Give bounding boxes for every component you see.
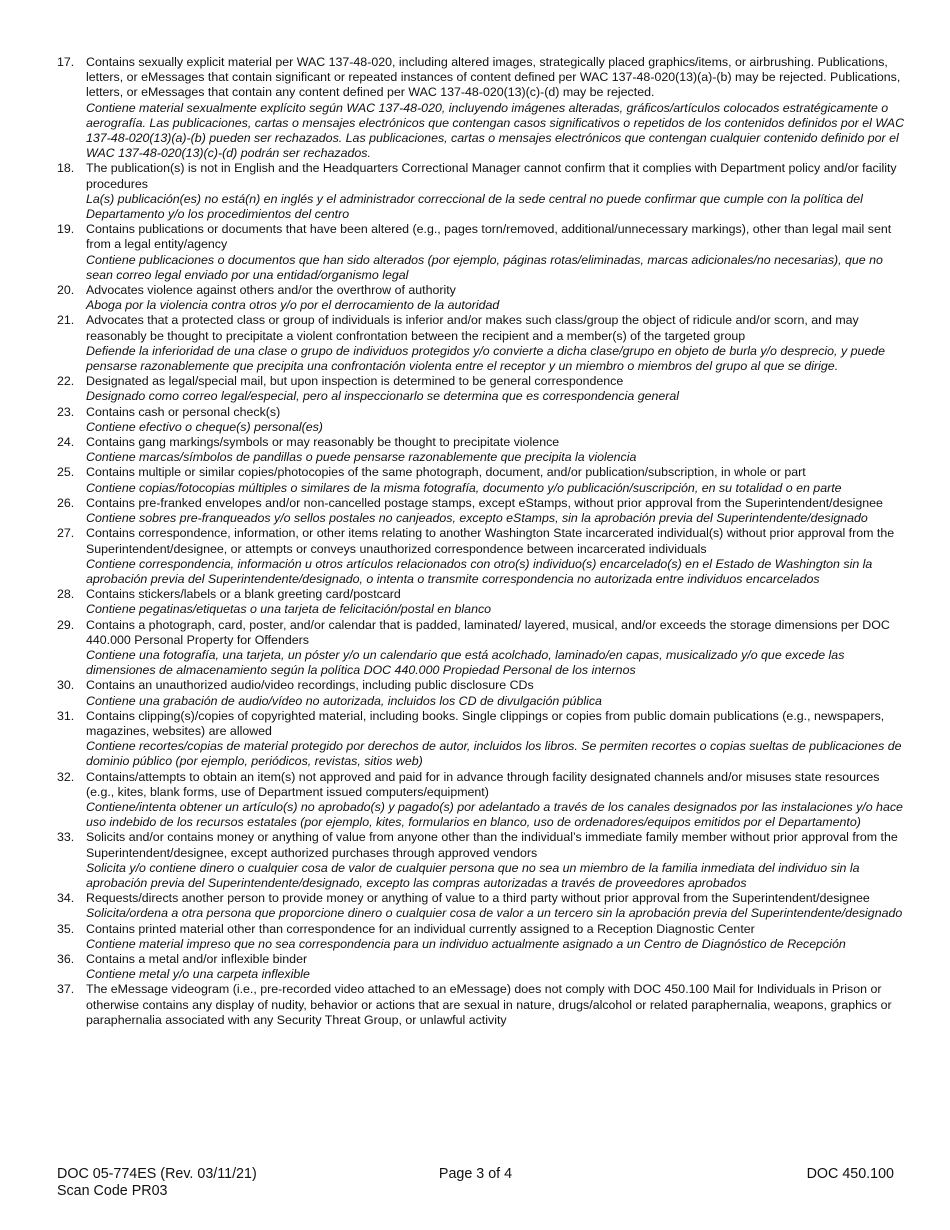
item-english-text: The eMessage videogram (i.e., pre-recorded video attached to an eMessage) does not comply with DOC 450.100 Mail for Individuals in Prison or otherwise contains any display of nudity, behavior or actions that are sexual in nature, drugs/alcohol or related paraphernalia, weapons, graphics or paraphernalia associated with any Security Threat Group, or unlawful activity xyxy=(86,982,892,1027)
list-item xyxy=(57,709,907,770)
list-item xyxy=(57,982,907,1028)
scan-code: Scan Code PR03 xyxy=(57,1183,168,1199)
item-spanish-text: Contiene marcas/símbolos de pandillas o puede pensarse razonablemente que precipita la violencia xyxy=(86,450,637,465)
item-number: 29. xyxy=(57,617,75,632)
list-item xyxy=(57,55,907,161)
list-item xyxy=(57,374,907,404)
item-spanish-text: Aboga por la violencia contra otros y/o por el derrocamiento de la autoridad xyxy=(86,298,500,313)
item-number: 22. xyxy=(57,374,75,389)
item-number: 30. xyxy=(57,678,75,693)
item-text xyxy=(86,678,907,708)
item-number: 18. xyxy=(57,161,75,176)
item-number: 25. xyxy=(57,465,75,480)
item-english-text: The publication(s) is not in English and the Headquarters Correctional Manager cannot confirm that it complies with Department policy and/or facility procedures xyxy=(86,161,897,191)
list-item xyxy=(57,922,907,952)
item-number: 21. xyxy=(57,313,75,328)
list-item xyxy=(57,283,907,313)
item-text xyxy=(86,313,907,374)
item-number: 34. xyxy=(57,891,75,906)
list-item xyxy=(57,678,907,708)
list-item xyxy=(57,770,907,831)
item-text xyxy=(86,374,907,404)
item-spanish-text: Contiene pegatinas/etiquetas o una tarjeta de felicitación/postal en blanco xyxy=(86,602,492,617)
item-text xyxy=(86,55,907,161)
criteria-list xyxy=(57,55,907,1028)
item-number: 31. xyxy=(57,708,75,723)
item-text xyxy=(86,405,907,435)
item-text xyxy=(86,161,907,222)
list-item xyxy=(57,830,907,891)
item-english-text: Contains an unauthorized audio/video recordings, including public disclosure CDs xyxy=(86,678,534,693)
item-english-text: Contains multiple or similar copies/photocopies of the same photograph, document, and/or publication/subscription, in whole or part xyxy=(86,465,806,480)
list-item xyxy=(57,587,907,617)
item-spanish-text: Contiene material sexualmente explícito según WAC 137-48-020, incluyendo imágenes alteradas, gráficos/artículos colocados estratégicamente o aerografía. Las publicaciones, cartas o mensajes electrónicos que contengan casos significativos o repetidos de los contenidos definidos por el WAC 137-48-020(13)(a)-(b) pueden ser rechazados. Las publicaciones, cartas o mensajes electrónicos que contengan cualquier contenido definido por el WAC 137-48-020(13)(c)-(d) podrán ser rechazados. xyxy=(86,100,905,161)
item-english-text: Contains sexually explicit material per WAC 137-48-020, including altered images, strategically placed graphics/items, or airbrushing. Publications, letters, or eMessages that contain significant or repeated instances of content defined per WAC 137-48-020(13)(a)-(b) may be rejected. Publications, letters, or eMessages that contain any content defined per WAC 137-48-020(13)(c)-(d) may be rejected. xyxy=(86,55,901,100)
item-text xyxy=(86,526,907,587)
list-item xyxy=(57,161,907,222)
list-item xyxy=(57,618,907,679)
form-number: DOC 05-774ES (Rev. 03/11/21) xyxy=(57,1166,257,1182)
item-text xyxy=(86,952,907,982)
list-item xyxy=(57,435,907,465)
list-item xyxy=(57,405,907,435)
item-text xyxy=(86,222,907,283)
item-number: 26. xyxy=(57,495,75,510)
item-text xyxy=(86,922,907,952)
item-spanish-text: Contiene una fotografía, una tarjeta, un póster y/o un calendario que está acolchado, laminado/en capas, musicalizado y/o que excede las dimensiones de almacenamiento según la política DOC 440.000 Propiedad Personal de los internos xyxy=(86,647,845,678)
item-english-text: Contains pre-franked envelopes and/or non-cancelled postage stamps, except eStamps, without prior approval from the Superintendent/designee xyxy=(86,495,883,510)
item-number: 20. xyxy=(57,283,75,298)
item-number: 19. xyxy=(57,222,75,237)
item-text xyxy=(86,435,907,465)
item-spanish-text: Contiene recortes/copias de material protegido por derechos de autor, incluidos los libros. Se permiten recortes o copias sueltas de publicaciones de dominio público (por ejemplo, periódicos, revistas, sitios web) xyxy=(86,739,902,769)
list-item xyxy=(57,313,907,374)
item-english-text: Designated as legal/special mail, but upon inspection is determined to be general correspondence xyxy=(86,374,624,389)
item-english-text: Contains clipping(s)/copies of copyrighted material, including books. Single clippings or copies from public domain publications (e.g., newspapers, magazines, websites) are allowed xyxy=(86,708,885,738)
item-number: 27. xyxy=(57,526,75,541)
list-item xyxy=(57,465,907,495)
item-number: 24. xyxy=(57,435,75,450)
item-text xyxy=(86,496,907,526)
item-english-text: Advocates violence against others and/or the overthrow of authority xyxy=(86,283,456,298)
item-text xyxy=(86,465,907,495)
item-text xyxy=(86,618,907,679)
item-text xyxy=(86,982,907,1028)
item-spanish-text: Defiende la inferioridad de una clase o grupo de individuos protegidos y/o convierte a dicha clase/grupo en objeto de burla y/o desprecio, y puede pensarse razonablemente que precipita una confrontación violenta entre el receptor y un miembro o miembros del grupo al que se dirige. xyxy=(86,343,886,374)
item-number: 37. xyxy=(57,982,75,997)
policy-number: DOC 450.100 xyxy=(806,1166,894,1182)
item-english-text: Contains a metal and/or inflexible binder xyxy=(86,951,308,966)
item-spanish-text: La(s) publicación(es) no está(n) en inglés y el administrador correccional de la sede central no puede confirmar que cumple con la política del Departamento y/o los procedimientos del centro xyxy=(86,191,863,222)
item-spanish-text: Contiene efectivo o cheque(s) personal(es) xyxy=(86,419,323,434)
item-english-text: Contains stickers/labels or a blank greeting card/postcard xyxy=(86,587,401,602)
item-text xyxy=(86,770,907,831)
item-spanish-text: Solicita/ordena a otra persona que proporcione dinero o cualquier cosa de valor a un tercero sin la aprobación previa del Superintendente/designado xyxy=(86,906,903,921)
item-english-text: Contains publications or documents that have been altered (e.g., pages torn/removed, additional/unnecessary markings), other than legal mail sent from a legal entity/agency xyxy=(86,222,892,252)
item-number: 35. xyxy=(57,921,75,936)
item-spanish-text: Designado como correo legal/especial, pero al inspeccionarlo se determina que es correspondencia general xyxy=(86,389,680,404)
item-english-text: Contains correspondence, information, or other items relating to another Washington State incarcerated individual(s) without prior approval from the Superintendent/designee, or attempts or conveys unauthorized correspondence between incarcerated individuals xyxy=(86,526,895,556)
item-number: 28. xyxy=(57,587,75,602)
list-item xyxy=(57,222,907,283)
item-spanish-text: Contiene una grabación de audio/vídeo no autorizada, incluidos los CD de divulgación pública xyxy=(86,693,602,708)
list-item xyxy=(57,496,907,526)
page-number: Page 3 of 4 xyxy=(438,1166,513,1182)
list-item xyxy=(57,952,907,982)
item-number: 36. xyxy=(57,951,75,966)
item-number: 33. xyxy=(57,830,75,845)
item-english-text: Contains a photograph, card, poster, and/or calendar that is padded, laminated/ layered, musical, and/or exceeds the storage dimensions per DOC 440.000 Personal Property for Offenders xyxy=(86,617,890,647)
item-english-text: Advocates that a protected class or group of individuals is inferior and/or makes such class/group the object of ridicule and/or scorn, and may reasonably be thought to precipitate a violent confrontation between the recipient and a member(s) of the targeted group xyxy=(86,313,859,343)
item-text xyxy=(86,587,907,617)
list-item xyxy=(57,526,907,587)
item-number: 23. xyxy=(57,404,75,419)
item-spanish-text: Contiene metal y/o una carpeta inflexible xyxy=(86,967,310,982)
item-spanish-text: Contiene correspondencia, información u otros artículos relacionados con otro(s) individuo(s) encarcelado(s) en el Estado de Washington sin la aprobación previa del Superintendente/designado, o intenta o transmite correspondencia no autorizada entre individuos encarcelados xyxy=(86,556,873,586)
item-text xyxy=(86,283,907,313)
item-spanish-text: Contiene publicaciones o documentos que han sido alterados (por ejemplo, páginas rotas/eliminadas, marcas adicionales/no necesarias), que no sean correo legal enviado por una entidad/organismo legal xyxy=(86,252,883,282)
item-text xyxy=(86,709,907,770)
item-english-text: Solicits and/or contains money or anything of value from anyone other than the individual’s immediate family member without prior approval from the Superintendent/designee, except authorized purchases through approved vendors xyxy=(86,830,898,860)
item-english-text: Contains/attempts to obtain an item(s) not approved and paid for in advance through facility designated channels and/or misuses state resources (e.g., kites, blank forms, use of Department issued computers/equipment) xyxy=(86,769,880,799)
item-spanish-text: Contiene copias/fotocopias múltiples o similares de la misma fotografía, documento y/o publicación/suscripción, en su totalidad o en parte xyxy=(86,480,842,495)
item-english-text: Contains cash or personal check(s) xyxy=(86,404,281,419)
item-english-text: Contains printed material other than correspondence for an individual currently assigned to a Reception Diagnostic Center xyxy=(86,921,755,936)
item-number: 32. xyxy=(57,769,75,784)
item-english-text: Requests/directs another person to provide money or anything of value to a third party without prior approval from the Superintendent/designee xyxy=(86,891,870,906)
item-spanish-text: Contiene sobres pre-franqueados y/o sellos postales no canjeados, excepto eStamps, sin la aprobación previa del Superintendente/designado xyxy=(86,511,868,526)
item-spanish-text: Contiene material impreso que no sea correspondencia para un individuo actualmente asignado a un Centro de Diagnóstico de Recepción xyxy=(86,936,846,951)
item-spanish-text: Contiene/intenta obtener un artículo(s) no aprobado(s) y pagado(s) por adelantado a través de los canales designados por las instalaciones y/o hace uso indebido de los recursos estatales (por ejemplo, kites, formularios en blanco, uso de ordenadores/equipos emitidos por el Departamento) xyxy=(86,799,903,830)
item-spanish-text: Solicita y/o contiene dinero o cualquier cosa de valor de cualquier persona que no sea un miembro de la familia inmediata del individuo sin la aprobación previa del Superintendente/designado, excepto las compras autorizadas a través de proveedores aprobados xyxy=(86,860,860,890)
item-text xyxy=(86,830,907,891)
list-item xyxy=(57,891,907,921)
item-text xyxy=(86,891,907,921)
item-number: 17. xyxy=(57,55,75,69)
item-english-text: Contains gang markings/symbols or may reasonably be thought to precipitate violence xyxy=(86,435,560,450)
